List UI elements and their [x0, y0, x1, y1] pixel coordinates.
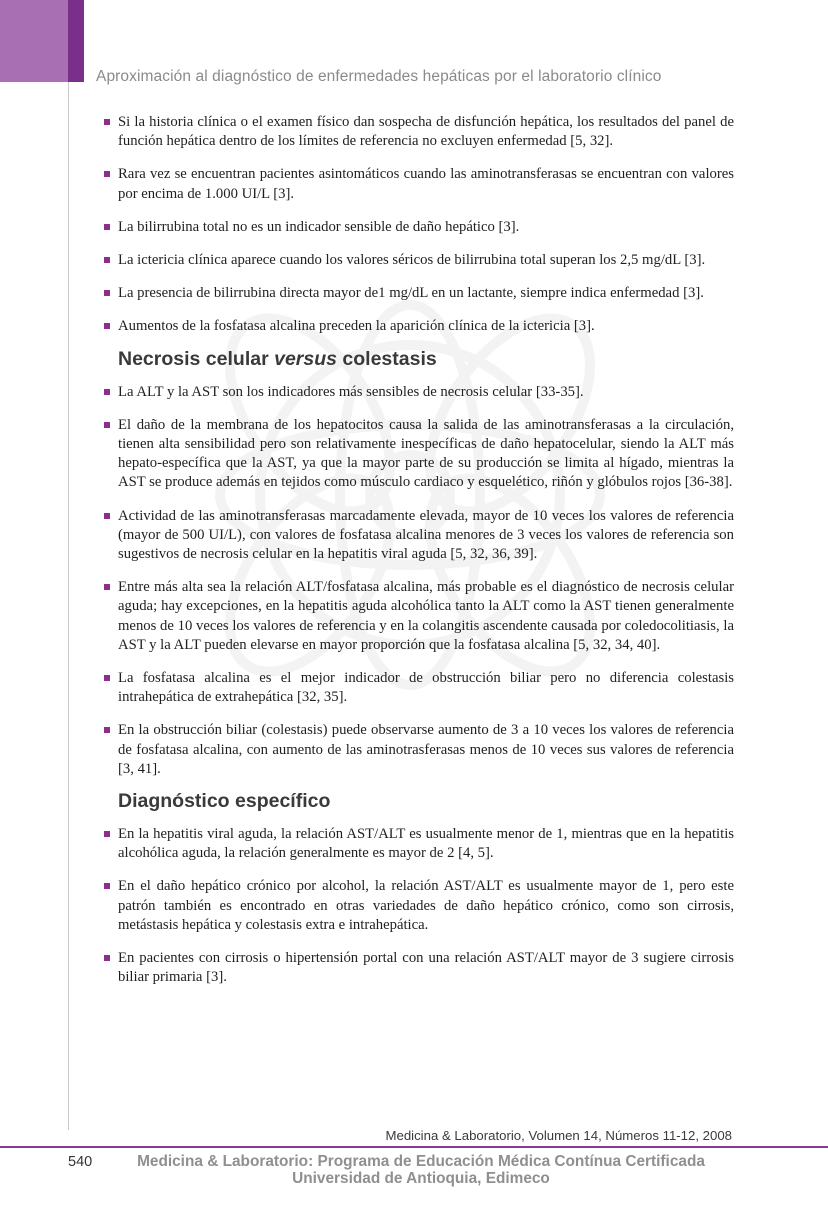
- list-item: En el daño hepático crónico por alcohol, la relación AST/ALT es usualmente mayor de 1, pero este patrón también es encontrado en otras variedades de daño hepático crónico, como son cirrosis, metástasis hepática y colestasis extra e intrahepática.: [104, 877, 734, 935]
- corner-color-block: [0, 0, 68, 82]
- bullet-square-icon: [104, 257, 110, 263]
- list-item: La bilirrubina total no es un indicador sensible de daño hepático [3].: [104, 218, 734, 237]
- bullet-square-icon: [104, 727, 110, 733]
- list-item: En pacientes con cirrosis o hipertensión portal con una relación AST/ALT mayor de 3 sugiere cirrosis biliar primaria [3].: [104, 949, 734, 987]
- list-item: Si la historia clínica o el examen físico dan sospecha de disfunción hepática, los resultados del panel de función hepática dentro de los límites de referencia no excluyen enfermedad [5, 32].: [104, 113, 734, 151]
- bullet-square-icon: [104, 290, 110, 296]
- bullet-square-icon: [104, 389, 110, 395]
- footer-divider: [0, 1146, 828, 1148]
- bullet-square-icon: [104, 422, 110, 428]
- page-number: 540: [68, 1154, 93, 1170]
- running-header: Aproximación al diagnóstico de enfermedades hepáticas por el laboratorio clínico: [96, 68, 662, 85]
- left-margin-rule: [68, 82, 69, 1130]
- bullet-square-icon: [104, 883, 110, 889]
- bullet-square-icon: [104, 831, 110, 837]
- footer-title-line-1: Medicina & Laboratorio: Programa de Educación Médica Contínua Certificada: [137, 1153, 705, 1170]
- list-item: Actividad de las aminotransferasas marcadamente elevada, mayor de 10 veces los valores de referencia (mayor de 500 UI/L), con valores de fosfatasa alcalina menores de 3 veces los valores de referencia son sugestivos de necrosis celular en la hepatitis viral aguda [5, 32, 36, 39].: [104, 507, 734, 565]
- main-content: [104, 113, 734, 988]
- bullet-square-icon: [104, 119, 110, 125]
- list-item: Rara vez se encuentran pacientes asintomáticos cuando las aminotransferasas se encuentran con valores por encima de 1.000 UI/L [3].: [104, 165, 734, 203]
- footer-title-line-2: Universidad de Antioquia, Edimeco: [292, 1170, 550, 1187]
- journal-reference: Medicina & Laboratorio, Volumen 14, Números 11-12, 2008: [385, 1128, 732, 1143]
- bullet-square-icon: [104, 323, 110, 329]
- list-item: La presencia de bilirrubina directa mayor de1 mg/dL en un lactante, siempre indica enfermedad [3].: [104, 284, 734, 303]
- footer-publication-title: [106, 1153, 736, 1187]
- bullet-square-icon: [104, 171, 110, 177]
- section-heading-necrosis: Necrosis celular versus colestasis: [118, 347, 437, 370]
- bullet-square-icon: [104, 513, 110, 519]
- bullet-square-icon: [104, 675, 110, 681]
- list-item: La ictericia clínica aparece cuando los valores séricos de bilirrubina total superan los 2,5 mg/dL [3].: [104, 251, 734, 270]
- list-item: Entre más alta sea la relación ALT/fosfatasa alcalina, más probable es el diagnóstico de necrosis celular aguda; hay excepciones, en la hepatitis aguda alcohólica tanto la ALT como la AST tienen generalmente menos de 10 veces los valores de referencia y en la colangitis ascendente causada por coledocolitiasis, la AST y la ALT pueden elevarse en mayor proporción que la fosfatasa alcalina [5, 32, 34, 40].: [104, 578, 734, 655]
- list-item: En la hepatitis viral aguda, la relación AST/ALT es usualmente menor de 1, mientras que en la hepatitis alcohólica aguda, la relación generalmente es mayor de 2 [4, 5].: [104, 825, 734, 863]
- list-item: Aumentos de la fosfatasa alcalina preceden la aparición clínica de la ictericia [3].: [104, 317, 734, 336]
- bullet-square-icon: [104, 955, 110, 961]
- list-item: En la obstrucción biliar (colestasis) puede observarse aumento de 3 a 10 veces los valores de referencia de fosfatasa alcalina, con aumento de las aminotrasferasas menos de 10 veces sus valores de referencia [3, 41].: [104, 721, 734, 779]
- section-heading-diagnostico: Diagnóstico específico: [118, 790, 331, 813]
- bullet-square-icon: [104, 224, 110, 230]
- corner-color-bar: [68, 0, 84, 82]
- bullet-square-icon: [104, 584, 110, 590]
- list-item: La fosfatasa alcalina es el mejor indicador de obstrucción biliar pero no diferencia colestasis intrahepática de extrahepática [32, 35].: [104, 669, 734, 707]
- list-item: La ALT y la AST son los indicadores más sensibles de necrosis celular [33-35].: [104, 383, 734, 402]
- list-item: El daño de la membrana de los hepatocitos causa la salida de las aminotransferasas a la circulación, tienen alta sensibilidad pero son relativamente inespecíficas de daño hepatocelular, siendo la ALT más hepato-específica que la AST, ya que la mayor parte de su producción se limita al hígado, mientras la AST se produce además en tejidos como músculo cardiaco y esquelético, riñón y glóbulos rojos [36-38].: [104, 416, 734, 493]
